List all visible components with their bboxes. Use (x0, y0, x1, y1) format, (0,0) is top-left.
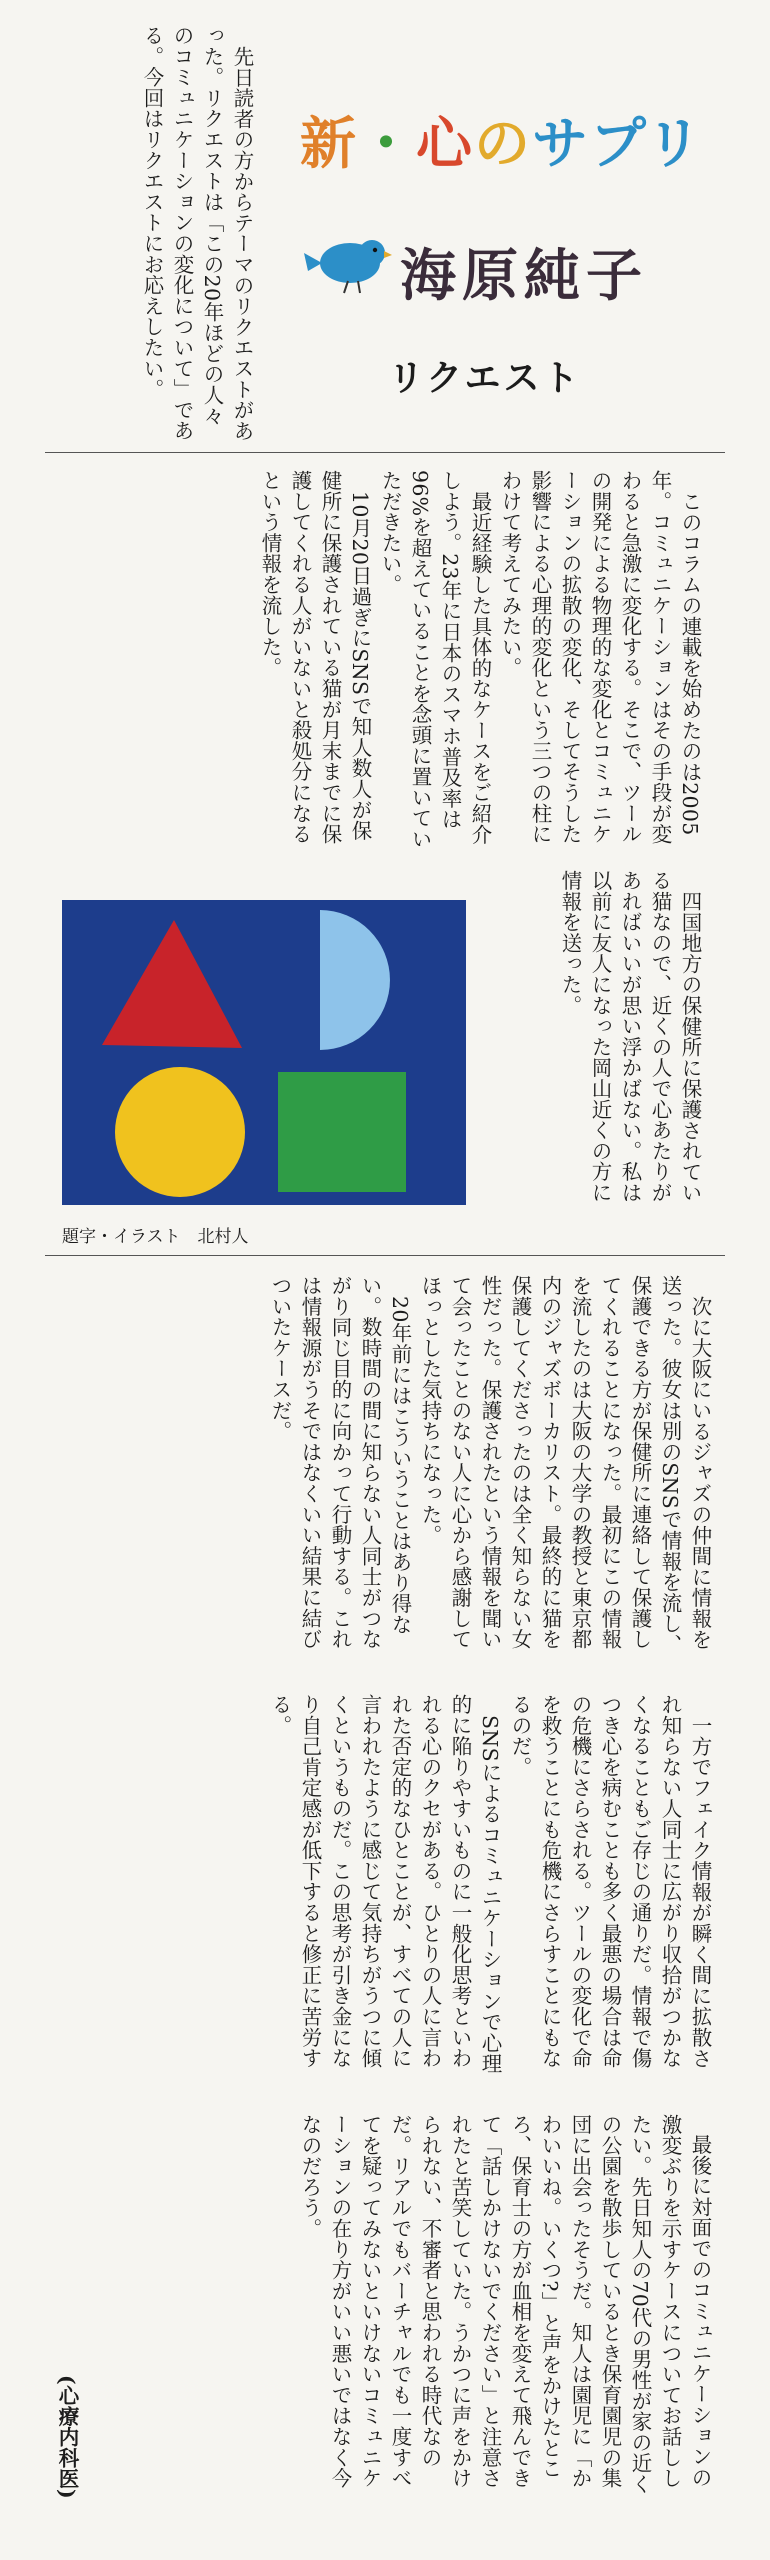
article-heading: リクエスト (388, 358, 582, 399)
author-name: 海原純子 (400, 244, 648, 309)
upper-paragraph-2: 最近経験した具体的なケースをご紹介しよう。23年に日本のスマホ普及率は96%を超えていることを念頭に置いていただきたい。 (378, 470, 492, 850)
lower-paragraph-4: SNSによるコミュニケーションで心理的に陥りやすいものに一般化思考といわれる心のクセがある。ひとりの人に言われた否定的なひとことが、すべての人に言われたように感じて気持ちがうつに傾くというものだ。この思考が引き金になり自己肯定感が低下すると修正に苦労する。 (268, 1694, 502, 2074)
shapes-illustration (62, 900, 466, 1205)
column-title (300, 100, 704, 180)
body-side (500, 870, 705, 1215)
green-square (278, 1072, 406, 1192)
title-part-5: サプリ (532, 112, 704, 177)
divider-top (45, 452, 725, 453)
illustration-caption: 題字・イラスト 北村人 (62, 1227, 249, 1247)
upper-paragraph-3: 10月20日過ぎにSNSで知人数人が保健所に保護されている猫が月末までに保護してくれる人がいないと殺処分になるという情報を流した。 (258, 470, 372, 845)
side-paragraph: 四国地方の保健所に保護されている猫なので、近くの人で心あたりがあればいいが思い浮かばない。私は以前に友人になった岡山近くの方に情報を送った。 (558, 870, 702, 1203)
title-part-3: 心 (416, 112, 474, 177)
title-part-4: の (474, 112, 532, 177)
lower-paragraph-2: 20年前にはこういうことはあり得ない。数時間の間に知らない人同士がつながり同じ目的に向かって行動する。これは情報源がうそではなくいい結果に結びついたケースだ。 (268, 1275, 412, 1650)
yellow-circle (115, 1067, 245, 1197)
lower-paragraph-3: 一方でフェイク情報が瞬く間に拡散され知らない人同士に広がり収拾がつかなくなることもご存じの通りだ。情報で傷つき心を病むことも多く最悪の場合は命の危機にさらされる。ツールの変化で命を救うことにも危機にさらすことにもなるのだ。 (508, 1694, 712, 2069)
title-part-1: 新 (300, 112, 358, 177)
intro-paragraph: 先日読者の方からテーマのリクエストがあった。リクエストは「この20年ほどの人々のコミュニケーションの変化について」である。今回はリクエストにお応えしたい。 (140, 25, 254, 441)
body-upper (60, 470, 705, 850)
title-part-2: ・ (358, 112, 416, 177)
lower-paragraph-5: 最後に対面でのコミュニケーションの激変ぶりを示すケースについてお話ししたい。先日知人の70代の男性が家の近くの公園を散歩しているとき保育園児の集団に出会ったそうだ。知人は園児に「かわいいね。いくつ?」と声をかけたところ、保育士の方が血相を変えて飛んできて「話しかけないでください」と注意されたと苦笑していた。うかつに声をかけられない、不審者と思われる時代なのだ。リアルでもバーチャルでも一度すべてを疑ってみないといけないコミュニケーションの在り方がいい悪いではなく今なのだろう。 (298, 2113, 712, 2494)
intro-text (52, 25, 257, 445)
body-lower (55, 1275, 715, 2505)
bird-icon (302, 225, 392, 295)
signoff: (心療内科医) (55, 2375, 79, 2499)
lower-paragraph-1: 次に大阪にいるジャズの仲間に情報を送った。彼女は別のSNSで情報を流し、保護できる方が保健所に連絡して保護してくれることになった。最初にこの情報を流したのは大阪の大学の教授と東京都内のジャズボーカリスト。最終的に猫を保護してくださったのは全く知らない女性だった。保護されたという情報を聞いて会ったことのない人に心から感謝してほっとした気持ちになった。 (418, 1275, 712, 1655)
upper-paragraph-1: このコラムの連載を始めたのは2005年。コミュニケーションはその手段が変わると急激に変化する。そこで、ツールの開発による物理的な変化とコミュニケーションの拡散の変化、そしてそうした影響による心理的変化という三つの柱にわけて考えてみたい。 (498, 470, 702, 845)
divider-middle (45, 1255, 725, 1256)
